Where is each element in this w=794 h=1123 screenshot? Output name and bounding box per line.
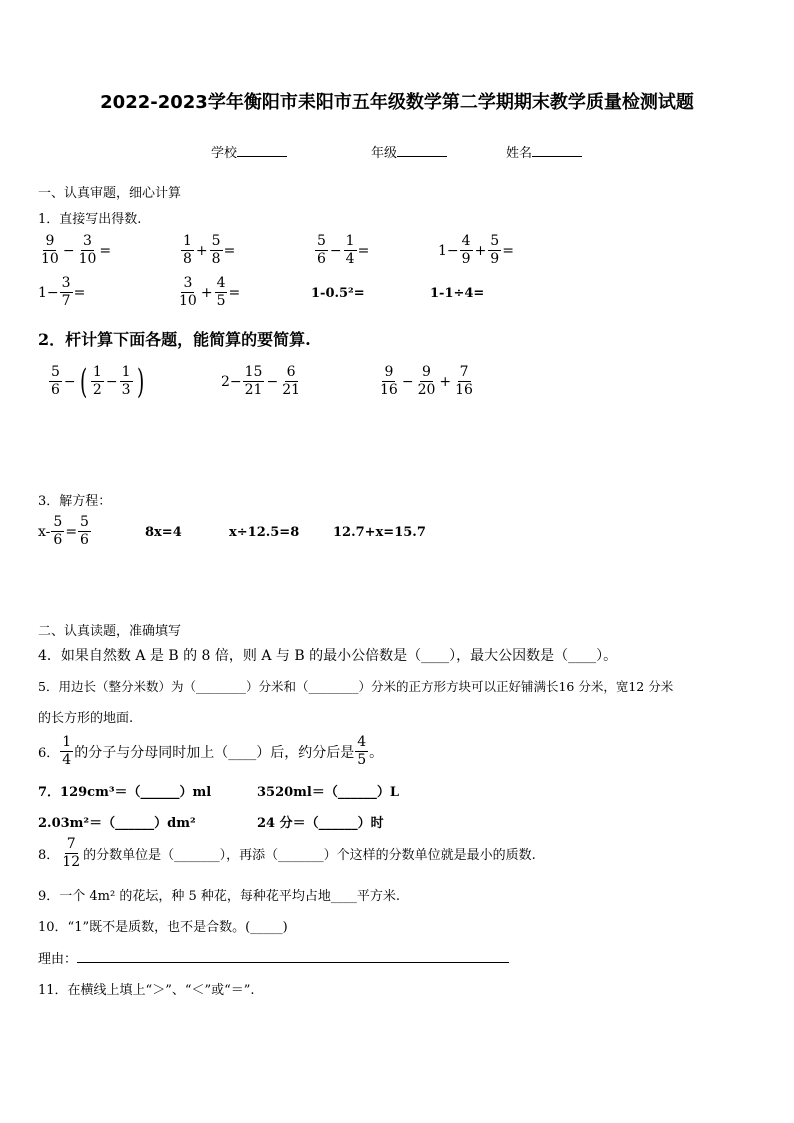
fraction: $\frac{4}{5}$ [357,734,367,768]
fraction: $\frac{5}{6}$ [51,364,60,398]
school-blank[interactable] [237,156,287,157]
page-title: 2022-2023学年衡阳市耒阳市五年级数学第二学期期末教学质量检测试题 [100,92,694,113]
q10-reason-label: 理由： [38,952,78,967]
fraction: $\frac{4}{9}$ [461,233,471,267]
q2-item-a: $\frac{5}{6}$ − ( $\frac{1}{2}$ − $\frac{1}{3}$ ) [51,361,144,402]
q1-item-h: 1-1÷4= [430,286,485,301]
grade-field [371,142,447,161]
fraction: $\frac{3}{10}$ [179,275,197,309]
grade-blank[interactable] [397,156,447,157]
name-label: 姓名 [506,146,533,161]
fraction: $\frac{1}{4}$ [62,734,72,768]
fraction: $\frac{4}{5}$ [216,275,226,309]
q7-cm3: 7．129cm³＝（______）ml [38,785,212,800]
fraction: $\frac{7}{12}$ [62,836,81,870]
q10-reason-line[interactable] [77,962,509,963]
q1-item-f: $\frac{3}{10}$ + $\frac{4}{5}$ = [179,275,241,309]
q3-item-a: x- $\frac{5}{6}$ = $\frac{5}{6}$ [38,514,89,548]
q1-item-e: 1− $\frac{3}{7}$ = [38,275,86,309]
fraction: $\frac{1}{4}$ [345,233,355,267]
q3-label: 3．解方程： [38,494,112,509]
school-field [211,142,287,161]
fraction: $\frac{1}{3}$ [121,364,131,398]
q7-ml: 3520ml＝（______）L [257,785,400,800]
q2-label: 2．杆计算下面各题，能简算的要简算. [38,330,311,349]
fraction: $\frac{3}{7}$ [61,275,71,309]
q3-item-d: 12.7+x=15.7 [333,525,426,540]
q9: 9．一个 4m² 的花坛，种 5 种花，每种花平均占地____平方米. [38,889,401,904]
q5-line1: 5．用边长（整分米数）为（________）分米和（________）分米的正方形方块可以正好铺满长16 分米，宽12 分米 [38,679,674,694]
q11: 11．在横线上填上“＞”、“＜”或“＝”. [38,983,255,998]
section2-heading: 二、认真读题，准确填写 [38,624,182,639]
fraction: $\frac{1}{2}$ [92,364,102,398]
q2-item-c: $\frac{9}{16}$ − $\frac{9}{20}$ + $\frac{7}{16}$ [380,364,473,398]
grade-label: 年级 [371,146,398,161]
q1-item-g: 1-0.5²= [311,286,365,301]
name-blank[interactable] [532,156,582,157]
section1-heading: 一、认真审题，细心计算 [38,186,182,201]
fraction: $\frac{1}{8}$ [183,233,192,267]
q7-m2: 2.03m²＝（______）dm² [38,816,196,831]
fraction: $\frac{9}{20}$ [417,364,436,398]
fraction: $\frac{5}{6}$ [317,233,326,267]
q1-item-a: $\frac{9}{10}$ − $\frac{3}{10}$ = [41,233,112,267]
fraction: $\frac{5}{8}$ [211,233,221,267]
q4: 4．如果自然数 A 是 B 的 8 倍，则 A 与 B 的最小公倍数是（____），最大公因数是（____）。 [38,648,618,664]
q2-item-b: 2− $\frac{15}{21}$ − $\frac{6}{21}$ [221,364,301,398]
q1-label: 1．直接写出得数. [38,212,142,227]
fraction: $\frac{3}{10}$ [78,233,97,267]
fraction: $\frac{5}{9}$ [490,233,500,267]
school-label: 学校 [211,146,238,161]
fraction: $\frac{9}{16}$ [380,364,398,398]
q8: 8． $\frac{7}{12}$ 的分数单位是（_______），再添（_______）个这样的分数单位就是最小的质数. [38,836,536,870]
q3-item-c: x÷12.5=8 [229,525,300,540]
fraction: $\frac{5}{6}$ [80,514,89,548]
fraction: $\frac{7}{16}$ [455,364,473,398]
q7-min: 24 分＝（______）时 [257,816,384,831]
fraction: $\frac{15}{21}$ [244,364,263,398]
fraction: $\frac{5}{6}$ [53,514,63,548]
q1-item-c: $\frac{5}{6}$ − $\frac{1}{4}$ = [317,233,370,267]
q5-line2: 的长方形的地面. [38,711,134,726]
fraction: $\frac{6}{21}$ [282,364,301,398]
q1-item-b: $\frac{1}{8}$ + $\frac{5}{8}$ = [183,233,236,267]
q10: 10．“1”既不是质数，也不是合数。(_____) [38,920,288,935]
q1-item-d: 1− $\frac{4}{9}$ + $\frac{5}{9}$ = [438,233,514,267]
fraction: $\frac{9}{10}$ [41,233,59,267]
name-field [506,142,582,161]
q3-item-b: 8x=4 [145,525,182,540]
q6: 6． $\frac{1}{4}$ 的分子与分母同时加上（____）后，约分后是 $\frac{4}{5}$ 。 [38,734,384,768]
q10-reason [38,948,509,967]
